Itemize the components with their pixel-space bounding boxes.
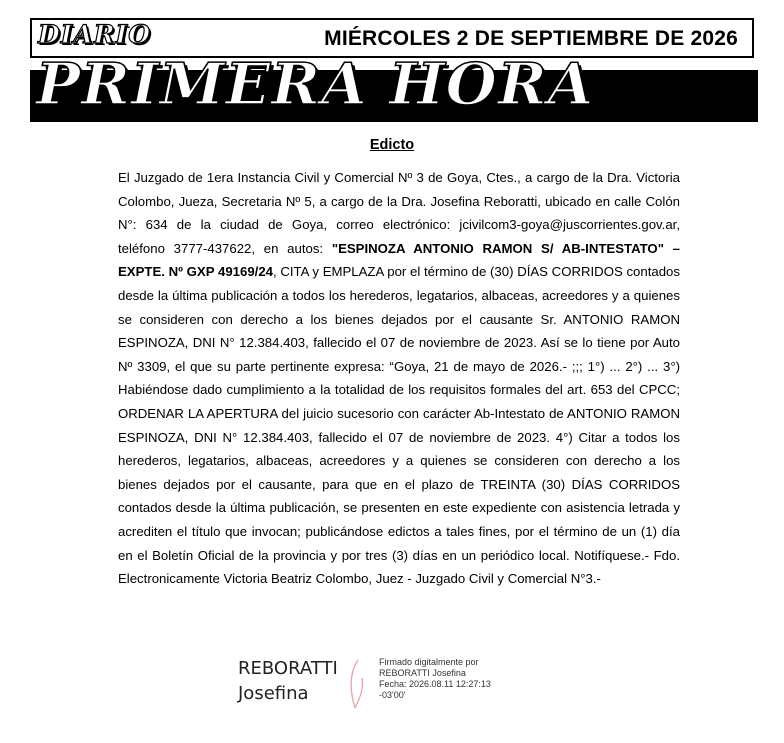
- edict-case-name: "ESPINOZA ANTONIO RAMON S/ AB-INTESTATO" – EXPTE. Nº GXP 49169/24: [118, 240, 681, 280]
- signature-note-line4: -03'00': [379, 690, 406, 700]
- publication-date: MIÉRCOLES 2 DE SEPTIEMBRE DE 2026: [324, 27, 738, 50]
- signer-surname: REBORATTI: [238, 658, 338, 679]
- section-title: EDICTOS: [519, 128, 664, 163]
- signer-given-name: Josefina: [238, 683, 309, 704]
- signature-note-line2: REBORATTI Josefina: [379, 668, 466, 678]
- signature-note-line3: Fecha: 2026.08.11 12:27:13: [379, 679, 491, 689]
- edict-body-intro: El Juzgado de 1era Instancia Civil y Comercial Nº 3 de Goya, Ctes., a cargo de la Dra. Victoria Colombo, Jueza, Secretaria Nº 5, a cargo de la Dra. Josefina Reboratti, ubicado en calle Colón N°: 634 de la ciudad de Goya, correo electrónico: jcivilcom3-goya@juscorrientes.gov.ar, teléfono 3777-437622, en autos:: [118, 170, 680, 256]
- digital-signature: [238, 656, 538, 716]
- edict-body-rest: , CITA y EMPLAZA por el término de (30) DÍAS CORRIDOS contados desde la última publicación a todos los herederos, legatarios, albaceas, acreedores y a quienes se consideren con derecho a los bienes dejados por el causante Sr. ANTONIO RAMON ESPINOZA, DNI N° 12.384.403, fallecido el 07 de noviembre de 2023. Así se lo tiene por Auto Nº 3309, el que su parte pertinente expresa: “Goya, 21 de mayo de 2026.- ;;; 1°) ... 2°) ... 3°) Habiéndose dado cumplimiento a la totalidad de los requisitos formales del art. 653 del CPCC; ORDENAR LA APERTURA del juicio sucesorio con carácter Ab-Intestato de ANTONIO RAMON ESPINOZA, DNI N° 12.384.403, fallecido el 07 de noviembre de 2023. 4°) Citar a todos los herederos, legatarios, albaceas, acreedores y a quienes se consideren con derecho a los bienes dejados por el causante, para que en el plazo de TREINTA (30) DÍAS CORRIDOS contados desde la última publicación, se presenten en este expediente con asistencia letrada y acrediten el título que invocan; publicándose edictos a tales fines, por el término de un (1) día en el Boletín Oficial de la provincia y por tres (3) días en un periódico local. Notifíquese.- Fdo. Electronicamente Victoria Beatriz Colombo, Juez - Juzgado Civil y Comercial N°3.-: [118, 264, 680, 587]
- section-dash-left: -: [478, 128, 490, 163]
- signature-note-line1: Firmado digitalmente por: [379, 657, 479, 667]
- signature-note: [379, 657, 491, 701]
- signer-name: [238, 656, 338, 706]
- edict-body: [118, 166, 680, 591]
- logo-diario: DIARIO: [38, 20, 152, 49]
- edict-title: Edicto: [369, 137, 415, 153]
- section-dash-right: -: [675, 128, 687, 163]
- signature-mark-icon: [346, 658, 368, 710]
- masthead: [30, 18, 758, 163]
- logo-primera-hora: PRIMERA HORA: [36, 51, 595, 118]
